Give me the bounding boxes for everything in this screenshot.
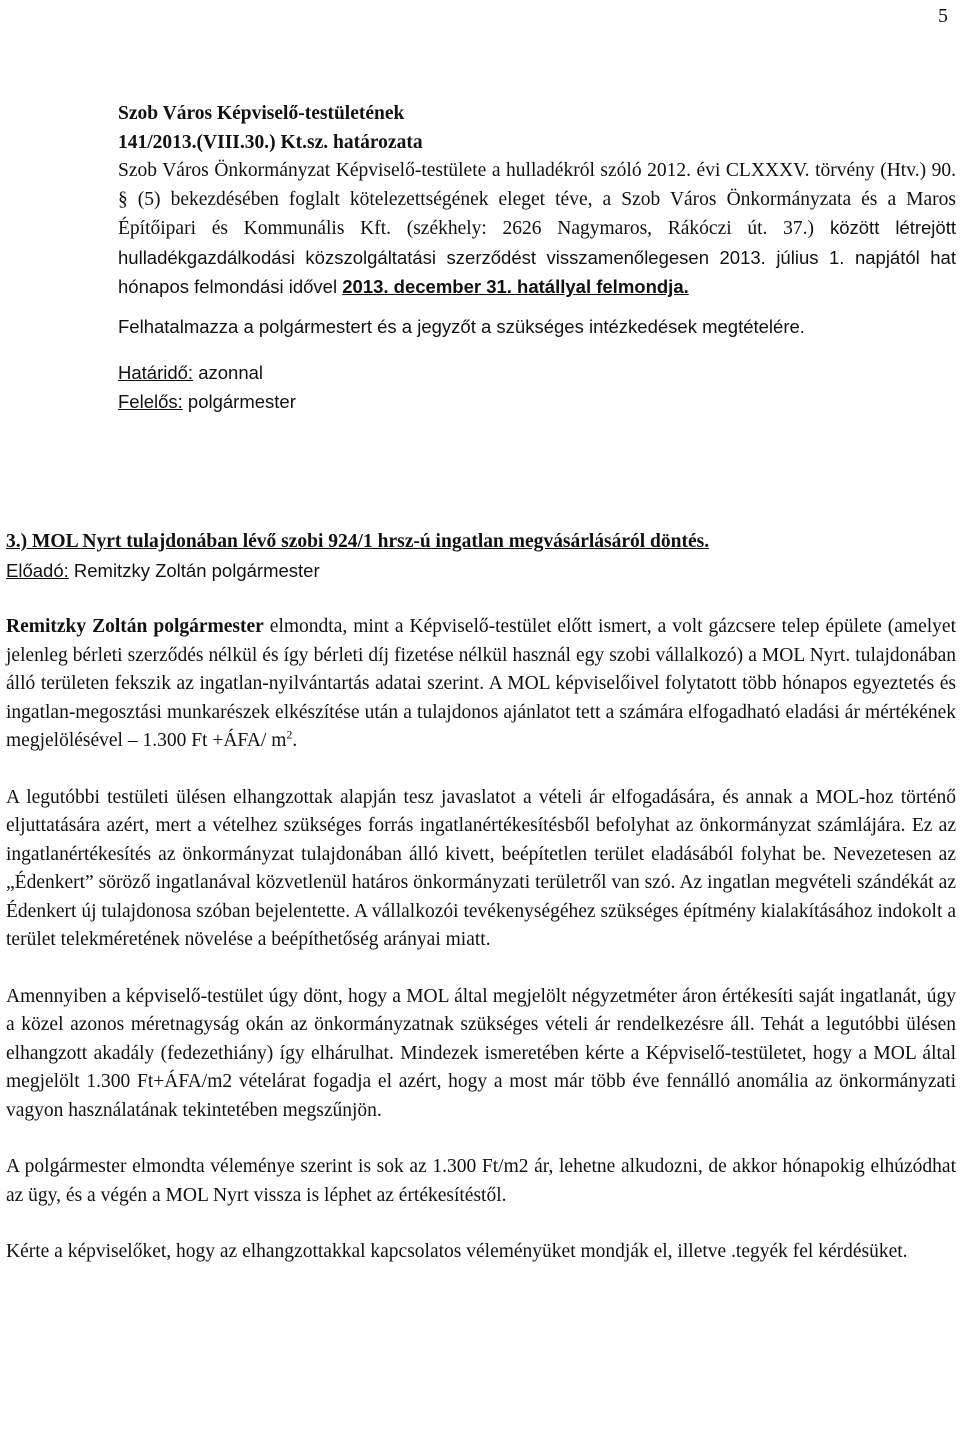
paragraph-1-text: elmondta, mint a Képviselő-testület előtt ismert, a volt gázcsere telep épülete (amelyet jelenleg bérleti szerződés nélkül és így bérleti díj fizetése nélkül használ egy szobi vállalkozó) a MOL Nyrt. tulajdonában álló területen fekszik az ingatlan-nyilvántartás adatai szerint. A MOL képviselőivel folytatott több hónapos egyeztetés és ingatlan-megosztási munkarészek elkészítése után a tulajdonos ajánlatot tett a számára elfogadható eladási ár mértékének megjelölésével – 1.300 Ft +ÁFA/ m [6,616,956,751]
paragraph-4: A polgármester elmondta véleménye szerint is sok az 1.300 Ft/m2 ár, lehetne alkudozni, de akkor hónapokig elhúzódhat az ügy, és a végén a MOL Nyrt vissza is léphet az értékesítéstől. [6,1156,956,1206]
paragraph-1-end: . [292,730,298,751]
resolution-body-part1: Szob Város Önkormányzat Képviselő-testülete a hulladékról szóló 2012. évi CLXXXV. törvény (Htv.) 90. § (5) bekezdésében foglalt kötelezettségének eleget téve, a Szob Város Önkormányzata és a Maros Építőipari és Kommunális Kft. (székhely: 2626 Nagymaros, Rákóczi út. 37.) [118,160,956,239]
resolution-body-bold: 2013. december 31. hatállyal felmondja. [342,276,689,297]
paragraph-2: A legutóbbi testületi ülésen elhangzottak alapján tesz javaslatot a vételi ár elfogadására, és annak a MOL-hoz történő eljuttatására azért, mert a vételhez szükséges forrás ingatlanértékesítésből befolyhat az önkormányzat számlájára. Ez az ingatlanértékesítés az önkormányzat tulajdonában álló kivett, beépítetlen terület eladásából folyhat be. Nevezetesen az „Édenkert” söröző ingatlanával közvetlenül határos önkormányzati területről van szó. Az ingatlan megvételi szándékát az Édenkert új tulajdonosa szóban bejelentette. A vállalkozói tevékenységéhez szükséges építmény kialakításához indokolt a terület telekméretének növelése a beépíthetőség arányai miatt. [6,786,956,950]
resolution-number: 141/2013.(VIII.30.) Kt.sz. határozata [118,131,423,153]
speaker-name: Remitzky Zoltán polgármester [6,616,264,637]
responsible-value: polgármester [182,390,296,412]
deadline-label: Határidő: [118,362,194,383]
page-number: 5 [938,5,948,27]
responsible-line [118,388,956,417]
responsible-label: Felelős: [118,390,183,412]
deadline-value: azonnal [193,362,264,383]
resolution-body-part2: között létrejött hulladékgazdálkodási közszolgáltatási szerződést visszamenőlegesen 2013. július 1. napjától hat hónapos felmondási idővel [118,217,956,297]
paragraph-5: Kérte a képviselőket, hogy az elhangzottakkal kapcsolatos véleményüket mondják el, illetve .tegyék fel kérdésüket. [6,1241,908,1262]
paragraph-1 [6,613,956,756]
resolution-body [118,157,956,303]
presenter-value: Remitzky Zoltán polgármester [68,559,320,581]
deadline-line [118,359,956,388]
agenda-section [6,528,956,1267]
superscript-2: 2 [286,727,293,742]
resolution-block [118,100,956,416]
paragraph-3: Amennyiben a képviselő-testület úgy dönt, hogy a MOL által megjelölt négyzetméter áron értékesíti saját ingatlanát, úgy a közel azonos méretnagyság okán az önkormányzatnak szükséges vételi ár rendelkezésre áll. Tehát a legutóbbi ülésen elhangzott akadály (fedezethiány) így elhárulhat. Mindezek ismeretében kérte a Képviselő-testületet, hogy a MOL által megjelölt 1.300 Ft+ÁFA/m2 vételárat fogadja el azért, hogy a most már több éve fennálló anomália az önkormányzati vagyon használatának tekintetében megszűnjön. [6,985,956,1121]
council-heading: Szob Város Képviselő-testületének [118,103,405,124]
authorization-line: Felhatalmazza a polgármestert és a jegyzőt a szükséges intézkedések megtételére. [118,315,805,337]
presenter-label: Előadó: [6,559,69,581]
agenda-title: 3.) MOL Nyrt tulajdonában lévő szobi 924/1 hrsz-ú ingatlan megvásárlásáról döntés. [6,531,710,552]
presenter-line [6,557,956,586]
